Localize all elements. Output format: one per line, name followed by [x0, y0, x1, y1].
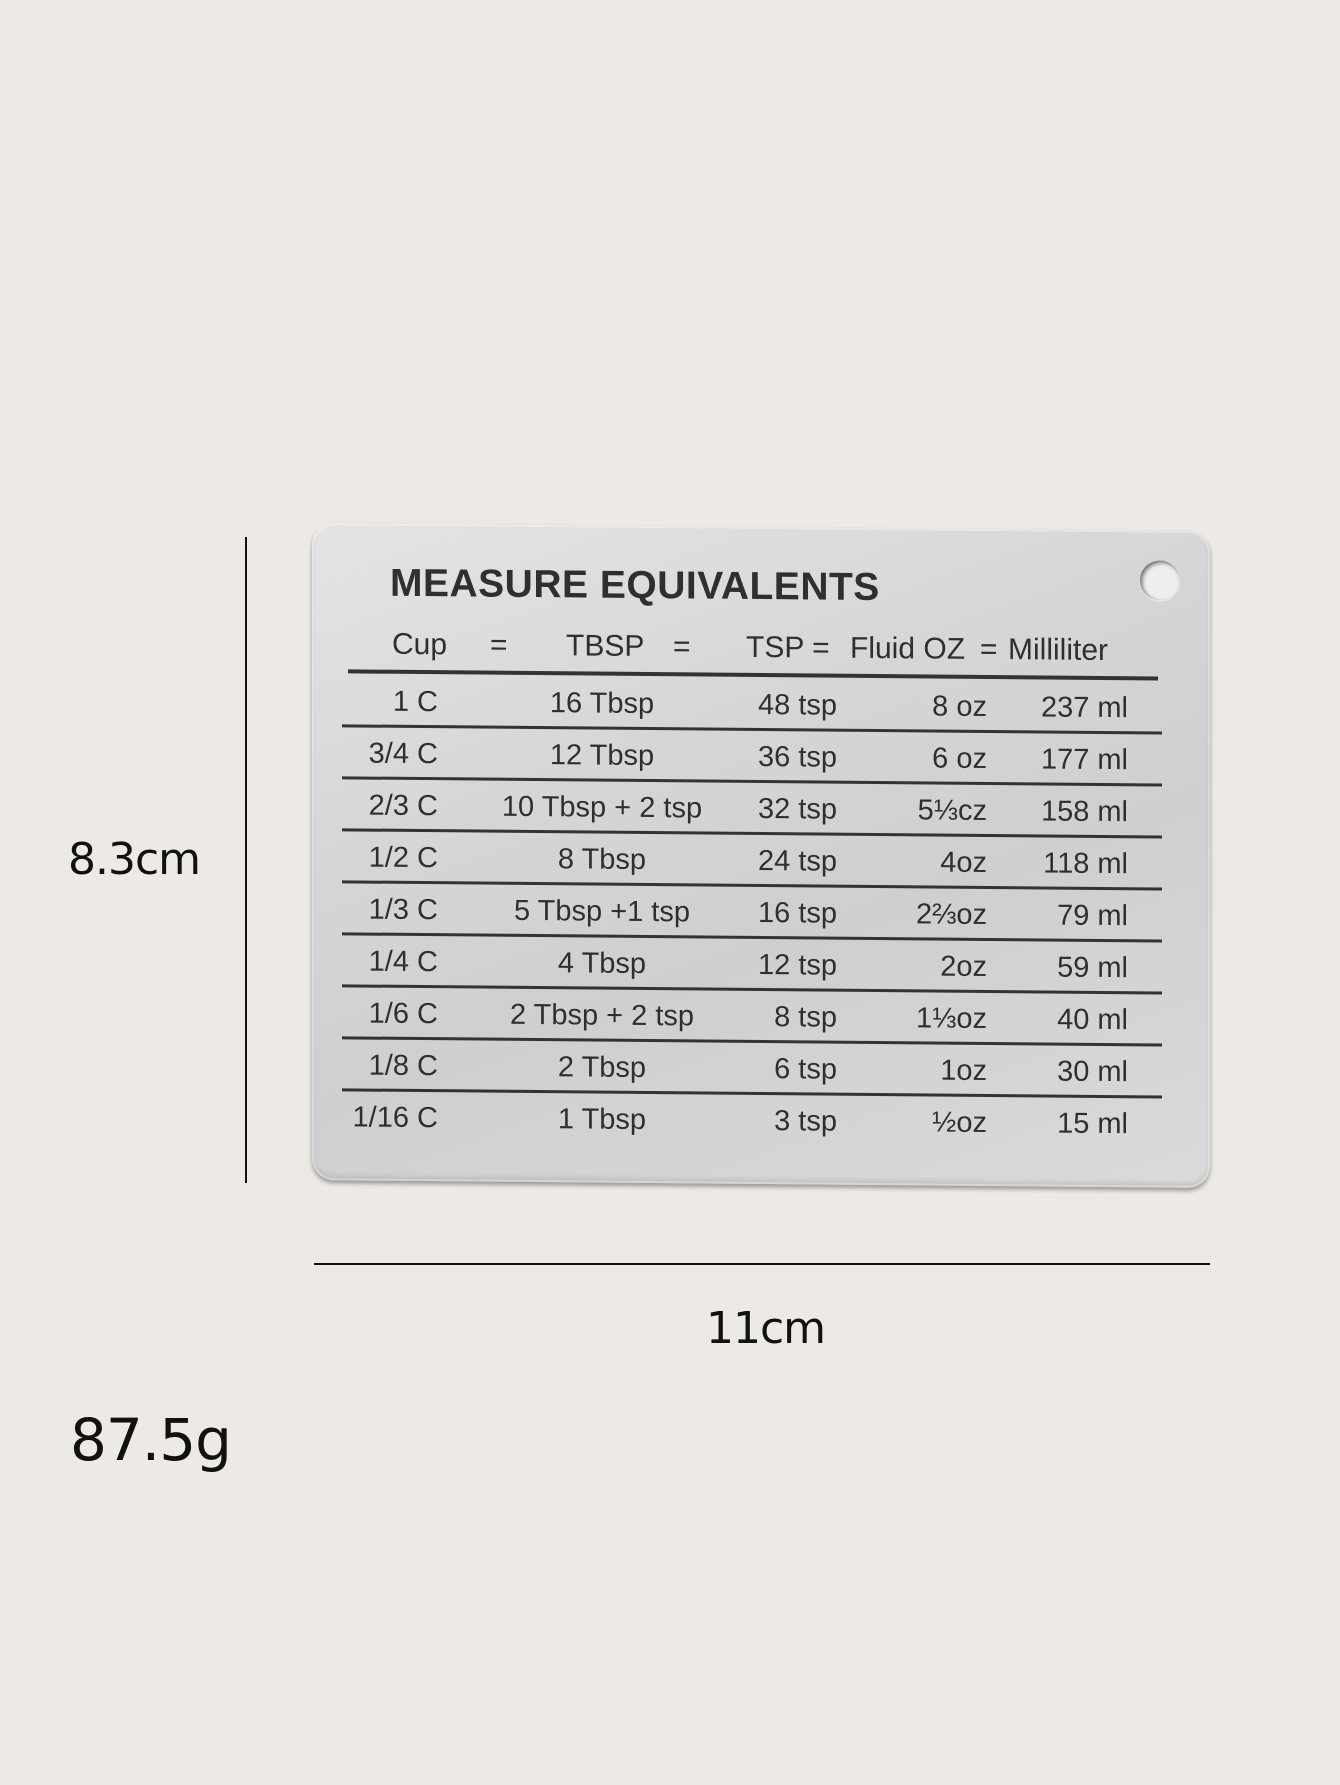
cell-tbsp: 12 Tbsp	[549, 739, 655, 773]
table-row	[342, 675, 1162, 734]
cell-oz: 5⅓cz	[917, 794, 987, 827]
cell-ml: 30 ml	[1057, 1055, 1128, 1089]
table-row	[342, 987, 1162, 1046]
header-milliliter: Milliliter	[1008, 633, 1108, 668]
header-cup: Cup	[392, 627, 448, 662]
cell-tsp: 16 tsp	[758, 896, 837, 930]
cell-cup: 1/4 C	[368, 945, 438, 979]
width-dimension-line	[314, 1263, 1210, 1265]
cell-ml: 40 ml	[1057, 1003, 1128, 1037]
cell-cup: 1/6 C	[368, 997, 438, 1031]
table-row	[342, 727, 1162, 786]
cell-oz: 4oz	[940, 846, 987, 879]
measurement-plate	[312, 523, 1210, 1188]
cell-ml: 79 ml	[1057, 899, 1128, 933]
cell-oz: 1⅓oz	[916, 1002, 987, 1035]
table-row	[342, 831, 1162, 890]
cell-oz: 6 oz	[932, 742, 987, 775]
header-tbsp: TBSP	[566, 629, 645, 663]
header-tsp: TSP =	[746, 630, 830, 665]
plate-title: MEASURE EQUIVALENTS	[390, 561, 880, 610]
height-dimension-label: 8.3cm	[68, 834, 201, 885]
height-dimension-line	[245, 537, 247, 1183]
cell-tbsp: 2 Tbsp	[557, 1051, 647, 1084]
cell-ml: 237 ml	[1040, 691, 1128, 725]
cell-cup: 1/16 C	[352, 1101, 438, 1135]
cell-oz: ½oz	[932, 1106, 987, 1139]
width-dimension-label: 11cm	[706, 1303, 826, 1354]
weight-label: 87.5g	[70, 1406, 231, 1474]
cell-ml: 15 ml	[1057, 1107, 1128, 1141]
cell-ml: 177 ml	[1040, 743, 1128, 777]
cell-cup: 3/4 C	[368, 737, 438, 771]
cell-tsp: 24 tsp	[758, 844, 837, 878]
table-row	[342, 779, 1162, 838]
cell-tbsp: 8 Tbsp	[557, 843, 647, 876]
table-row	[342, 1039, 1162, 1098]
table-row	[342, 1091, 1162, 1150]
header-fluid-oz: Fluid OZ	[850, 631, 966, 666]
cell-ml: 158 ml	[1040, 795, 1128, 829]
cell-tsp: 3 tsp	[774, 1105, 837, 1138]
cell-tsp: 48 tsp	[758, 688, 837, 722]
cell-oz: 8 oz	[932, 690, 987, 723]
cell-tsp: 36 tsp	[758, 740, 837, 774]
cell-ml: 118 ml	[1043, 847, 1128, 881]
header-equals-1: =	[490, 628, 508, 662]
cell-tbsp: 2 Tbsp + 2 tsp	[509, 998, 695, 1033]
header-equals-2: =	[673, 630, 691, 664]
cell-cup: 1/8 C	[368, 1049, 438, 1083]
cell-tbsp: 10 Tbsp + 2 tsp	[501, 790, 703, 825]
table-header	[348, 627, 1158, 674]
cell-tsp: 6 tsp	[774, 1053, 837, 1086]
cell-ml: 59 ml	[1057, 951, 1128, 985]
cell-tbsp: 4 Tbsp	[557, 947, 647, 980]
cell-cup: 1/3 C	[368, 893, 438, 927]
cell-cup: 2/3 C	[368, 789, 438, 823]
cell-tsp: 12 tsp	[758, 948, 837, 982]
cell-tbsp: 16 Tbsp	[549, 687, 655, 721]
cell-tsp: 8 tsp	[774, 1001, 837, 1034]
cell-cup: 1/2 C	[368, 841, 438, 875]
cell-cup: 1 C	[392, 685, 438, 719]
cell-oz: 1oz	[940, 1054, 987, 1087]
hanging-hole	[1140, 560, 1180, 600]
table-row	[342, 883, 1162, 942]
cell-tbsp: 1 Tbsp	[557, 1103, 647, 1136]
cell-oz: 2⅔oz	[916, 898, 987, 931]
cell-oz: 2oz	[940, 950, 987, 983]
cell-tbsp: 5 Tbsp +1 tsp	[514, 894, 690, 929]
table-row	[342, 935, 1162, 994]
cell-tsp: 32 tsp	[758, 792, 837, 826]
header-equals-3: =	[980, 632, 998, 667]
